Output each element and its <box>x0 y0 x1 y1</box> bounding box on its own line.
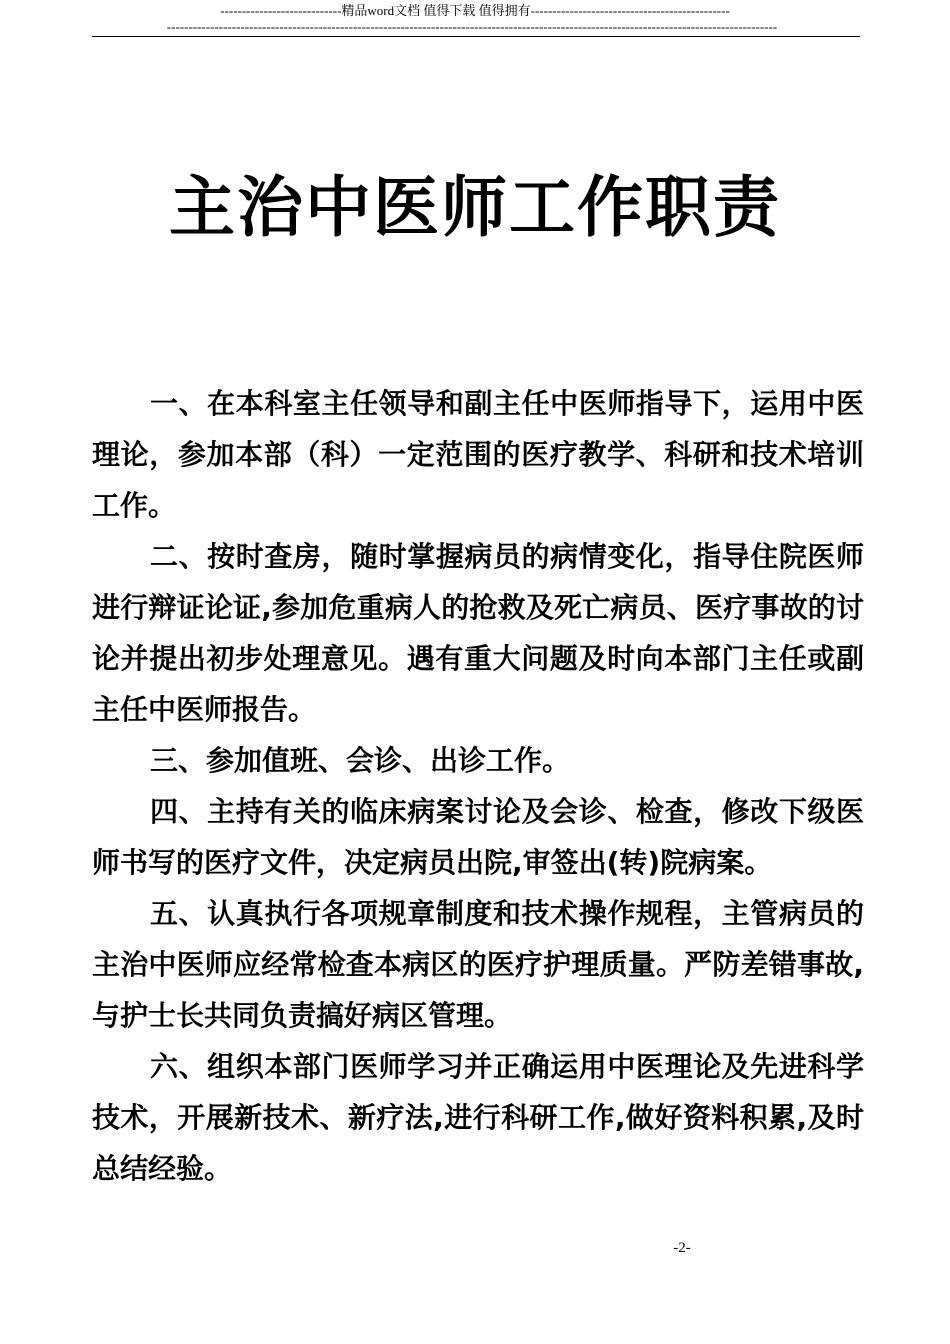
page-header-banner: ----------------------------精品word文档 值得下载 值得拥有---------------------------------------------- <box>220 3 730 18</box>
paragraph-3: 三、参加值班、会诊、出诊工作。 <box>150 744 571 777</box>
page-number: -2- <box>673 1240 691 1256</box>
document-title: 主治中医师工作职责 <box>169 169 781 246</box>
document-body <box>92 378 864 1194</box>
paragraph-6: 六、组织本部门医师学习并正确运用中医理论及先进科学技术，开展新技术、新疗法,进行科研工作,做好资料积累,及时总结经验。 <box>92 1050 864 1185</box>
paragraph-5: 五、认真执行各项规章制度和技术操作规程，主管病员的主治中医师应经常检查本病区的医疗护理质量。严防差错事故,与护士长共同负责搞好病区管理。 <box>92 897 864 1032</box>
paragraph-1: 一、在本科室主任领导和副主任中医师指导下，运用中医理论，参加本部（科）一定范围的医疗教学、科研和技术培训工作。 <box>92 387 864 522</box>
paragraph-4: 四、主持有关的临床病案讨论及会诊、检查，修改下级医师书写的医疗文件，决定病员出院,审签出(转)院病案。 <box>92 795 864 879</box>
header-divider <box>92 36 860 37</box>
page-header-dashes: --------------------------------------------------------------------------------------------------------------------------------------------- <box>166 19 778 34</box>
paragraph-2: 二、按时查房，随时掌握病员的病情变化，指导住院医师进行辩证论证,参加危重病人的抢救及死亡病员、医疗事故的讨论并提出初步处理意见。遇有重大问题及时向本部门主任或副主任中医师报告。 <box>92 540 864 726</box>
